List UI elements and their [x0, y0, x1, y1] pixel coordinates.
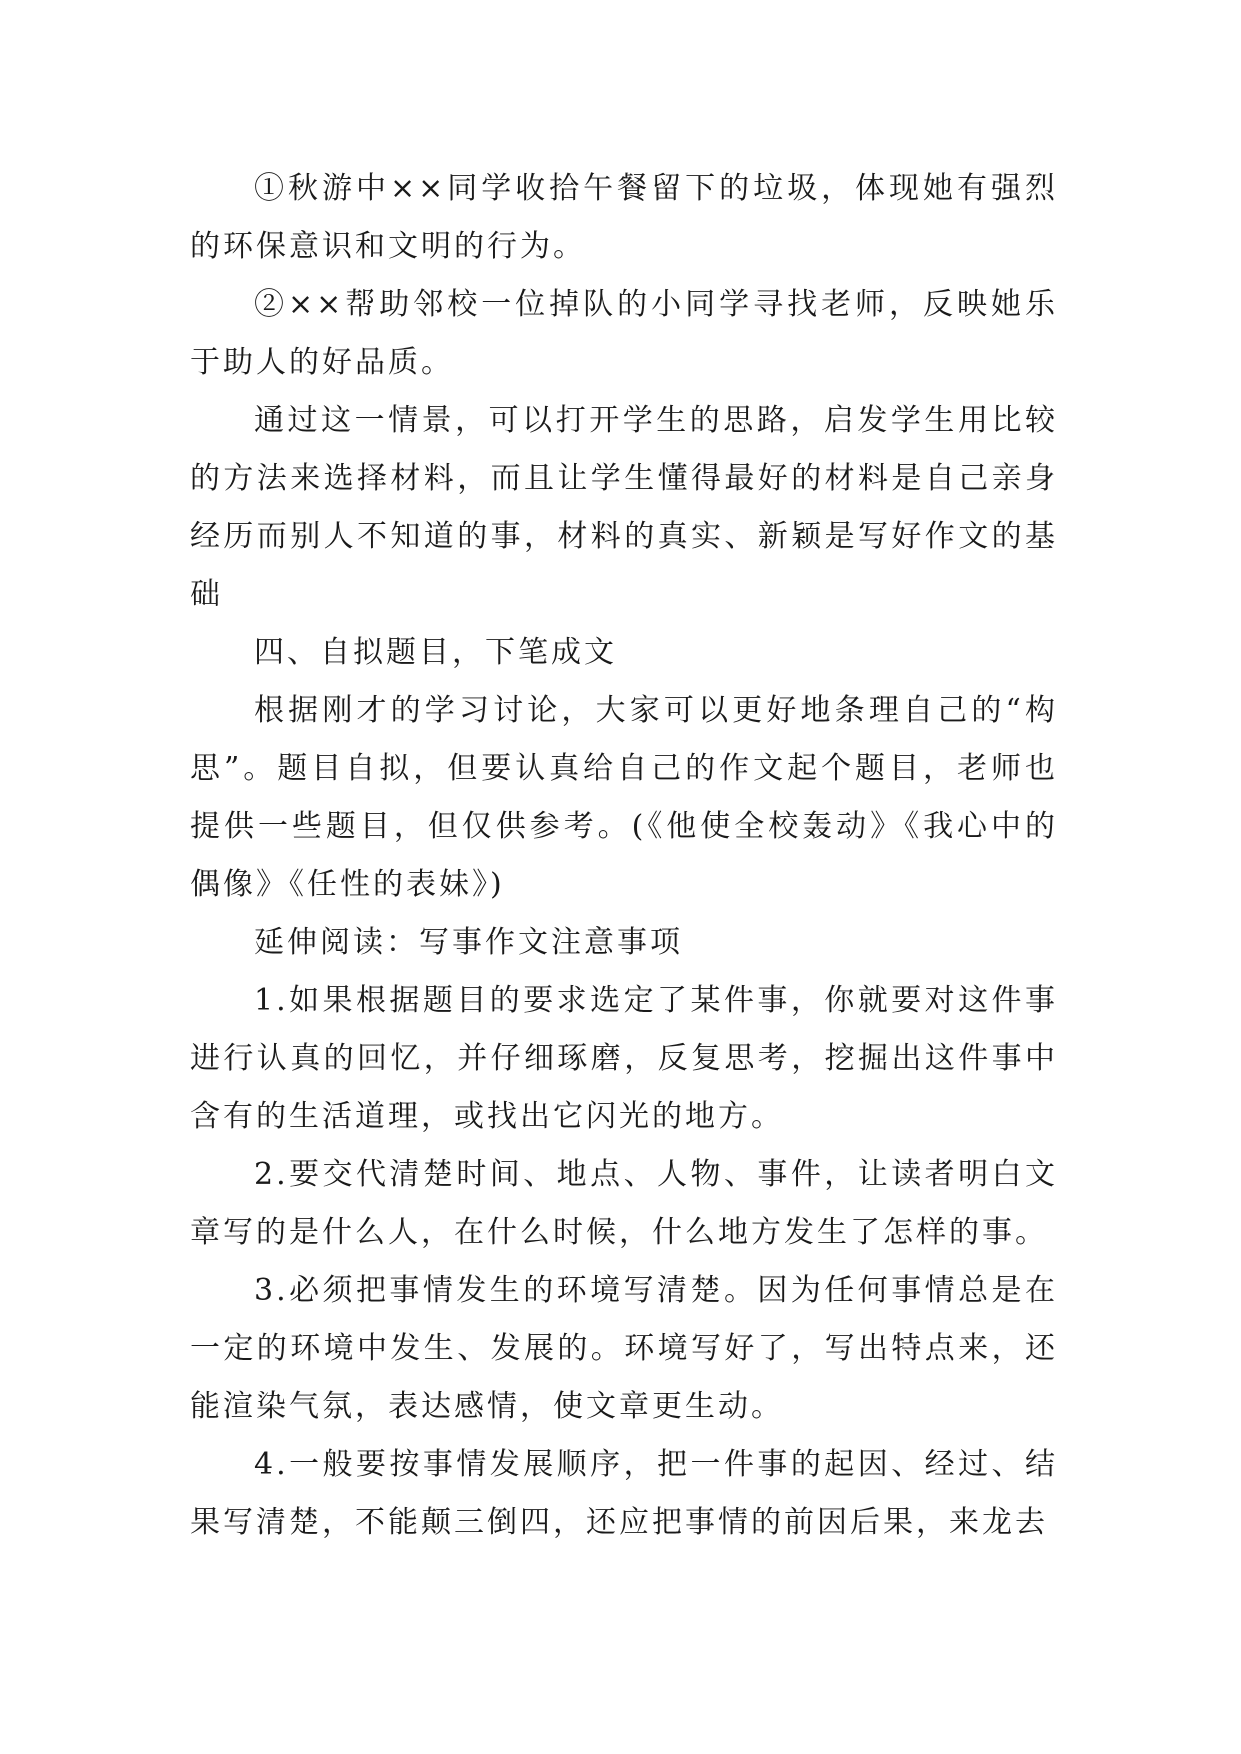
document-page — [190, 160, 1058, 1552]
section-heading-4: 四、自拟题目，下笔成文 — [254, 635, 617, 670]
tip-3: 3.必须把事情发生的环境写清楚。因为任何事情总是在一定的环境中发生、发展的。环境写好了，写出特点来，还能渲染气氛，表达感情，使文章更生动。 — [190, 1273, 1058, 1424]
tip-1: 1.如果根据题目的要求选定了某件事，你就要对这件事进行认真的回忆，并仔细琢磨，反复思考，挖掘出这件事中含有的生活道理，或找出它闪光的地方。 — [190, 983, 1058, 1134]
tip-4: 4.一般要按事情发展顺序，把一件事的起因、经过、结果写清楚，不能颠三倒四，还应把事情的前因后果，来龙去 — [190, 1447, 1058, 1540]
extended-reading-heading: 延伸阅读：写事作文注意事项 — [254, 925, 683, 960]
tip-2: 2.要交代清楚时间、地点、人物、事件，让读者明白文章写的是什么人，在什么时候，什么地方发生了怎样的事。 — [190, 1157, 1058, 1250]
paragraph-title-instructions: 根据刚才的学习讨论，大家可以更好地条理自己的“构思”。题目自拟，但要认真给自己的作文起个题目，老师也提供一些题目，但仅供参考。(《他使全校轰动》《我心中的偶像》《任性的表妹》) — [190, 693, 1058, 902]
paragraph-example-2: ②××帮助邻校一位掉队的小同学寻找老师，反映她乐于助人的好品质。 — [190, 287, 1058, 380]
paragraph-example-1: ①秋游中××同学收拾午餐留下的垃圾，体现她有强烈的环保意识和文明的行为。 — [190, 171, 1058, 264]
paragraph-scenario-summary: 通过这一情景，可以打开学生的思路，启发学生用比较的方法来选择材料，而且让学生懂得最好的材料是自己亲身经历而别人不知道的事，材料的真实、新颖是写好作文的基础 — [190, 403, 1058, 612]
